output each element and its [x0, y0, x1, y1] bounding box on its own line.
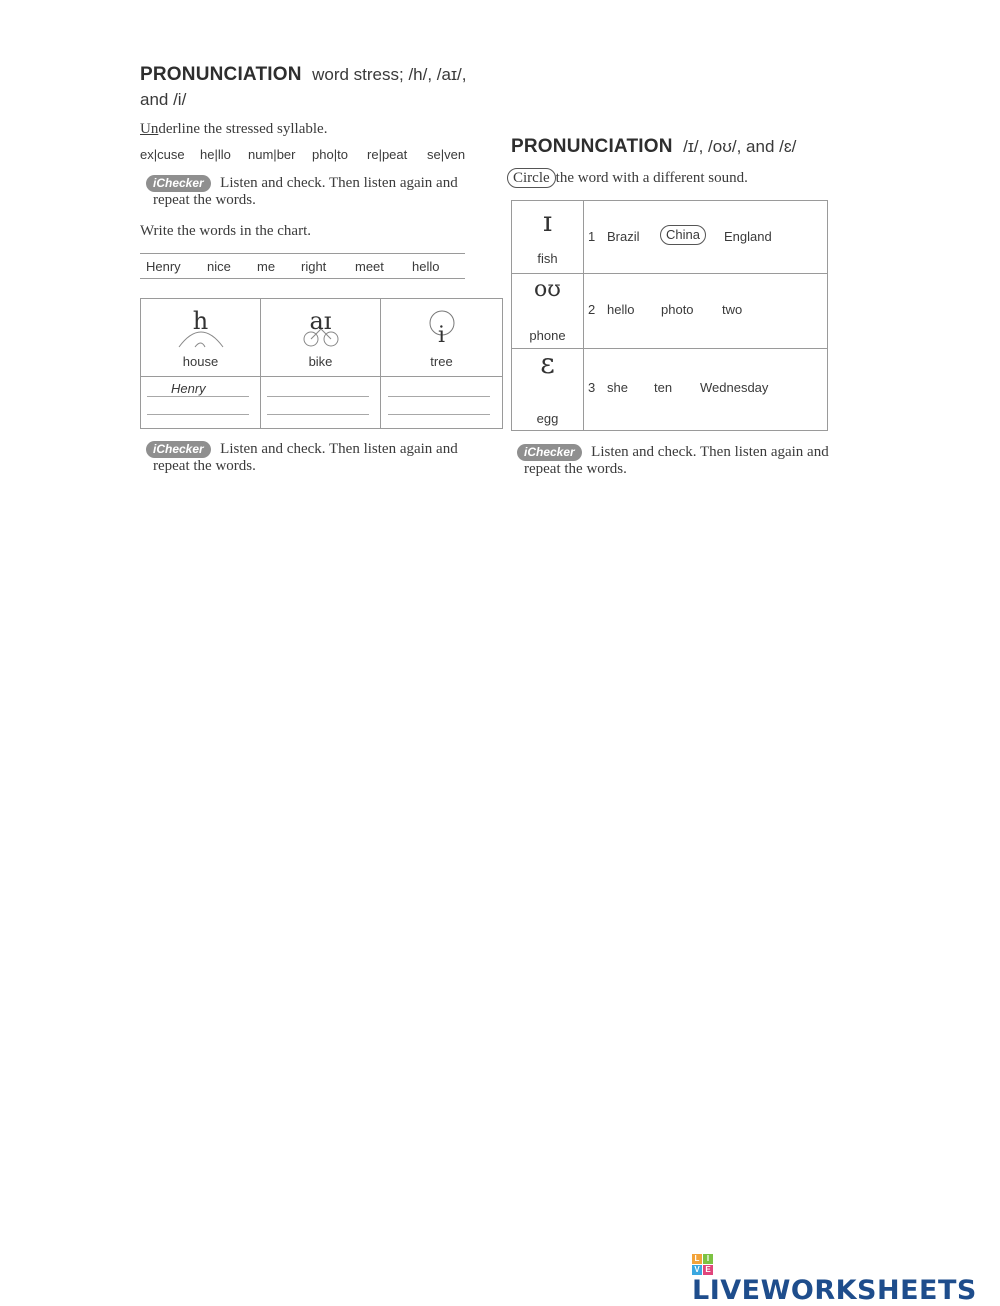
liveworksheets-logo: [692, 1254, 1000, 1306]
symbol-h: h: [192, 307, 209, 335]
ichecker-text-2: repeat the words.: [153, 458, 256, 474]
circle-instruction-circled: Circle: [507, 168, 556, 188]
underline-instruction: [140, 121, 327, 138]
chart-label-bike: bike: [308, 354, 333, 369]
choice-word[interactable]: Brazil: [607, 229, 640, 244]
ichecker-text-2: repeat the words.: [153, 192, 256, 208]
chart-col-tree-header: [381, 303, 502, 369]
row-label-egg: egg: [536, 411, 559, 426]
row-label-phone: phone: [529, 328, 566, 343]
divider: [140, 278, 465, 279]
row-1-number: 1: [588, 229, 596, 244]
choice-word-circled[interactable]: China: [660, 225, 706, 245]
chart-label-house: house: [182, 354, 219, 369]
choice-word[interactable]: Wednesday: [700, 380, 769, 395]
left-heading-subtitle-2: and /i/: [140, 90, 187, 109]
word-bank-item[interactable]: hello: [412, 259, 440, 274]
ichecker-block-1: [146, 174, 458, 192]
ichecker-badge[interactable]: iChecker: [146, 441, 211, 458]
word-bank-item[interactable]: me: [257, 259, 276, 274]
underline-instruction-text: derline the stressed syllable.: [158, 121, 328, 137]
underline-instruction-underlined: Un: [140, 121, 159, 137]
write-instruction: Write the words in the chart.: [140, 223, 312, 239]
divider: [140, 253, 465, 254]
symbol-ai: aɪ: [309, 307, 332, 335]
row-2-number: 2: [588, 302, 596, 317]
syllable-word-row: [140, 147, 470, 165]
right-heading-subtitle: /ɪ/, /oʊ/, and /ɛ/: [683, 137, 797, 156]
syllable-word[interactable]: pho|to: [312, 147, 348, 162]
chart-label-tree: tree: [430, 354, 453, 369]
ichecker-badge[interactable]: iChecker: [146, 175, 211, 192]
choice-word[interactable]: ten: [654, 380, 673, 395]
ichecker-block-2: [146, 440, 458, 458]
ichecker-text: Listen and check. Then listen again and: [220, 175, 458, 191]
egg-icon: ɛ: [540, 347, 555, 380]
choice-word[interactable]: photo: [661, 302, 694, 317]
symbol-i: i: [437, 323, 446, 348]
circle-instruction: [507, 168, 748, 188]
fish-icon: ɪ: [543, 205, 552, 238]
syllable-word[interactable]: se|ven: [427, 147, 466, 162]
choice-word[interactable]: England: [724, 229, 772, 244]
phone-icon: oʊ: [534, 277, 561, 302]
circle-chart: [511, 200, 828, 431]
choice-word[interactable]: she: [607, 380, 628, 395]
answer-henry[interactable]: Henry: [171, 381, 206, 396]
logo-text: LIVEWORKSHEETS: [692, 1275, 977, 1306]
word-bank-item[interactable]: meet: [355, 259, 384, 274]
ichecker-block-3: [517, 443, 829, 461]
choice-word[interactable]: hello: [607, 302, 635, 317]
row-3-number: 3: [588, 380, 596, 395]
word-bank-item[interactable]: nice: [207, 259, 231, 274]
syllable-word[interactable]: ex|cuse: [140, 147, 185, 162]
ichecker-text: Listen and check. Then listen again and: [591, 444, 829, 460]
left-heading-subtitle: word stress; /h/, /aɪ/,: [312, 65, 467, 84]
chart-col-bike-header: [261, 303, 380, 369]
choice-word[interactable]: two: [722, 302, 743, 317]
word-bank: [146, 259, 466, 277]
ichecker-badge[interactable]: iChecker: [517, 444, 582, 461]
logo-mark-icon: L I V E: [692, 1254, 713, 1275]
right-heading-title: PRONUNCIATION: [511, 136, 673, 157]
left-heading-title: PRONUNCIATION: [140, 64, 302, 85]
right-heading: [511, 136, 796, 158]
left-heading: [140, 64, 466, 86]
sound-chart: [140, 298, 503, 429]
syllable-word[interactable]: he|llo: [200, 147, 231, 162]
ichecker-text: Listen and check. Then listen again and: [220, 441, 458, 457]
row-label-fish: fish: [537, 251, 558, 266]
syllable-word[interactable]: num|ber: [248, 147, 296, 162]
word-bank-item[interactable]: right: [301, 259, 327, 274]
syllable-word[interactable]: re|peat: [367, 147, 408, 162]
word-bank-item[interactable]: Henry: [146, 259, 181, 274]
ichecker-text-2: repeat the words.: [524, 461, 627, 477]
circle-instruction-text: the word with a different sound.: [555, 170, 748, 186]
chart-col-house-header: [141, 303, 260, 369]
